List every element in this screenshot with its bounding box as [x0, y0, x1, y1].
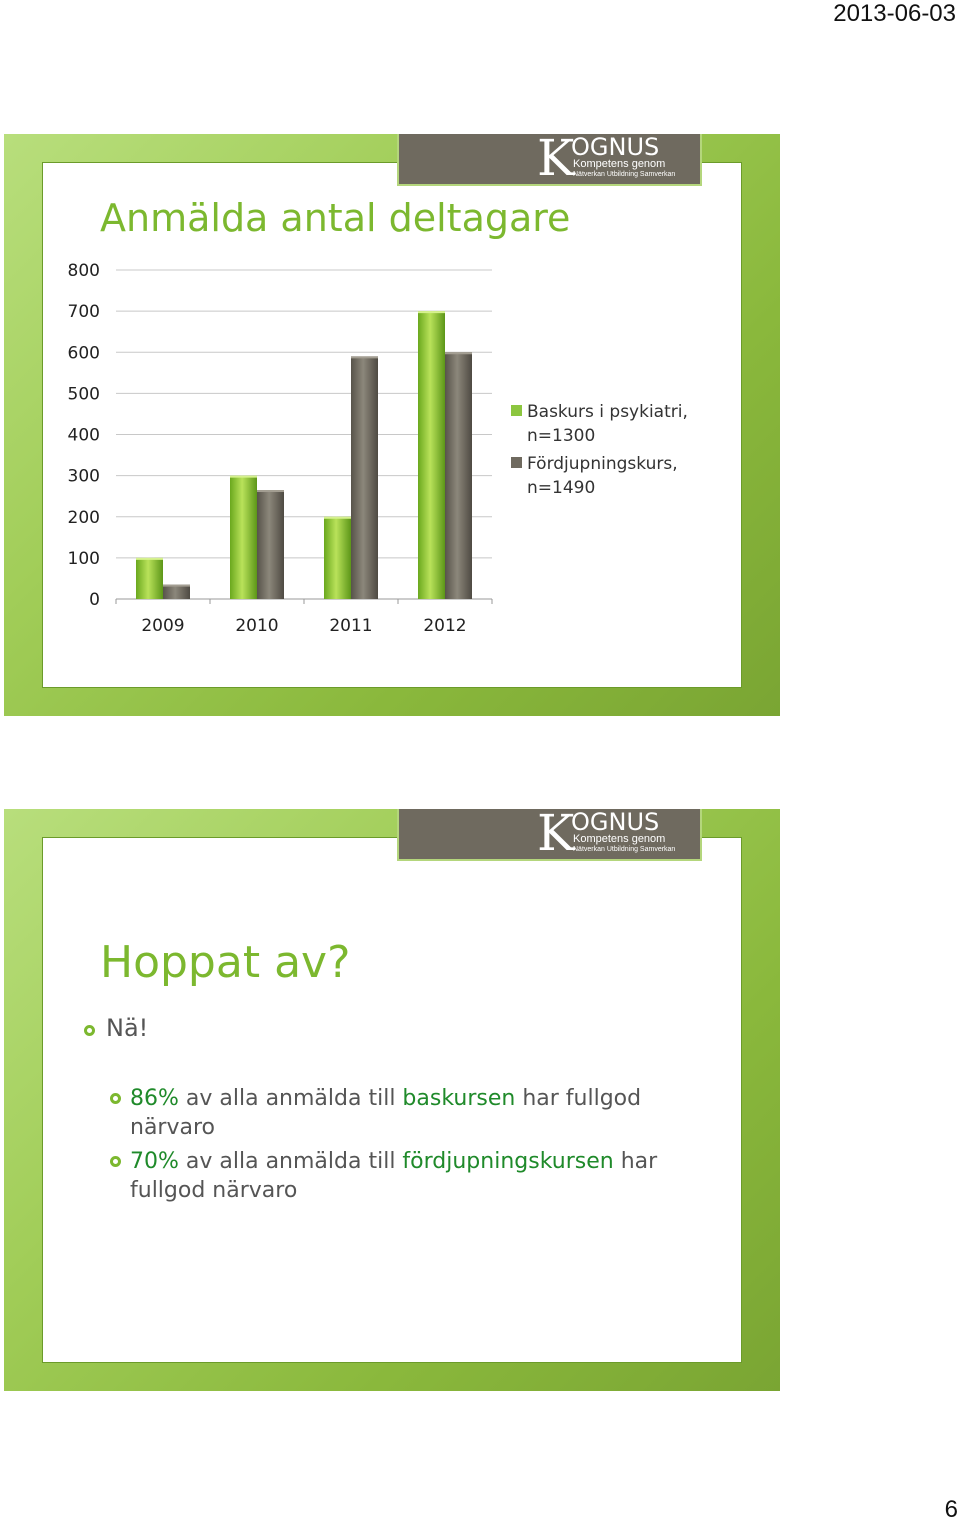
- logo-subtagline: Nätverkan Utbildning Samverkan: [573, 846, 676, 853]
- chart-legend: [511, 400, 697, 504]
- bullet-text: [130, 1084, 690, 1142]
- logo-letter: K: [537, 804, 575, 862]
- x-tick-label: 2012: [423, 616, 467, 636]
- bar-top-highlight: [418, 311, 445, 313]
- legend-item-baskurs: [511, 400, 697, 448]
- logo-banner: [397, 804, 702, 862]
- bullet-text-part: av alla anmälda till: [178, 1149, 403, 1174]
- y-tick-label: 800: [67, 261, 100, 281]
- slide-2: [4, 804, 780, 1391]
- y-tick-label: 500: [67, 384, 100, 405]
- slide-title: Anmälda antal deltagare: [100, 196, 571, 240]
- bar-top-highlight: [257, 490, 284, 492]
- sub-bullet: [110, 1147, 690, 1205]
- bullet-text-part: har fullgod närvaro: [130, 1086, 642, 1140]
- x-tick-label: 2011: [329, 616, 373, 636]
- bullet-text-part: har fullgod närvaro: [130, 1149, 658, 1203]
- y-tick-label: 700: [67, 302, 100, 323]
- bullet-icon: [110, 1093, 121, 1104]
- bar-fordjupning-2012: [445, 352, 472, 599]
- legend-label-line1: Baskurs i psykiatri,: [527, 402, 688, 422]
- bar-fordjupning-2009: [163, 585, 190, 599]
- bar-top-highlight: [324, 517, 351, 519]
- y-tick-label: 100: [67, 548, 100, 569]
- y-tick-label: 200: [67, 507, 100, 528]
- logo-subtagline: Nätverkan Utbildning Samverkan: [573, 171, 676, 178]
- legend-item-fordjupning: [511, 452, 697, 500]
- bar-fordjupning-2010: [257, 490, 284, 599]
- bullet-main: [84, 1014, 148, 1042]
- bar-baskurs-2012: [418, 311, 445, 599]
- sub-bullet: [110, 1084, 690, 1142]
- y-tick-label: 600: [67, 343, 100, 364]
- y-tick-label: 300: [67, 466, 100, 487]
- y-tick-label: 400: [67, 425, 100, 446]
- legend-label-line1: Fördjupningskurs,: [527, 454, 678, 474]
- highlight-course: fördjupningskursen: [402, 1149, 614, 1174]
- logo-name: OGNUS: [571, 808, 660, 836]
- bar-baskurs-2009: [136, 558, 163, 599]
- highlight-percent: 86%: [130, 1086, 179, 1111]
- legend-label-line2: n=1300: [527, 426, 596, 446]
- bullet-text: [130, 1147, 690, 1205]
- bar-baskurs-2011: [324, 517, 351, 599]
- highlight-course: baskursen: [402, 1086, 516, 1111]
- bar-top-highlight: [136, 558, 163, 560]
- y-tick-label: 0: [89, 590, 100, 610]
- bullet-icon: [84, 1025, 95, 1036]
- bullet-text-part: av alla anmälda till: [178, 1086, 403, 1111]
- legend-swatch-gray: [511, 457, 522, 468]
- bar-top-highlight: [163, 585, 190, 587]
- page-date: 2013-06-03: [833, 0, 956, 27]
- bar-baskurs-2010: [230, 476, 257, 599]
- legend-swatch-green: [511, 405, 522, 416]
- bullet-icon: [110, 1156, 121, 1167]
- bar-top-highlight: [351, 356, 378, 358]
- page-number: 6: [944, 1496, 958, 1523]
- bar-top-highlight: [445, 352, 472, 354]
- legend-label-line2: n=1490: [527, 478, 596, 498]
- logo-tagline: Kompetens genom: [573, 833, 666, 845]
- bar-top-highlight: [230, 476, 257, 478]
- logo-letter: K: [537, 129, 575, 187]
- slide-1: [4, 129, 780, 716]
- slide-title: Hoppat av?: [100, 937, 351, 988]
- x-tick-label: 2010: [235, 616, 279, 636]
- bar-fordjupning-2011: [351, 356, 378, 599]
- highlight-percent: 70%: [130, 1149, 179, 1174]
- x-tick-label: 2009: [141, 616, 185, 636]
- logo-tagline: Kompetens genom: [573, 158, 666, 170]
- bullet-text: Nä!: [106, 1014, 149, 1042]
- logo-name: OGNUS: [571, 133, 660, 161]
